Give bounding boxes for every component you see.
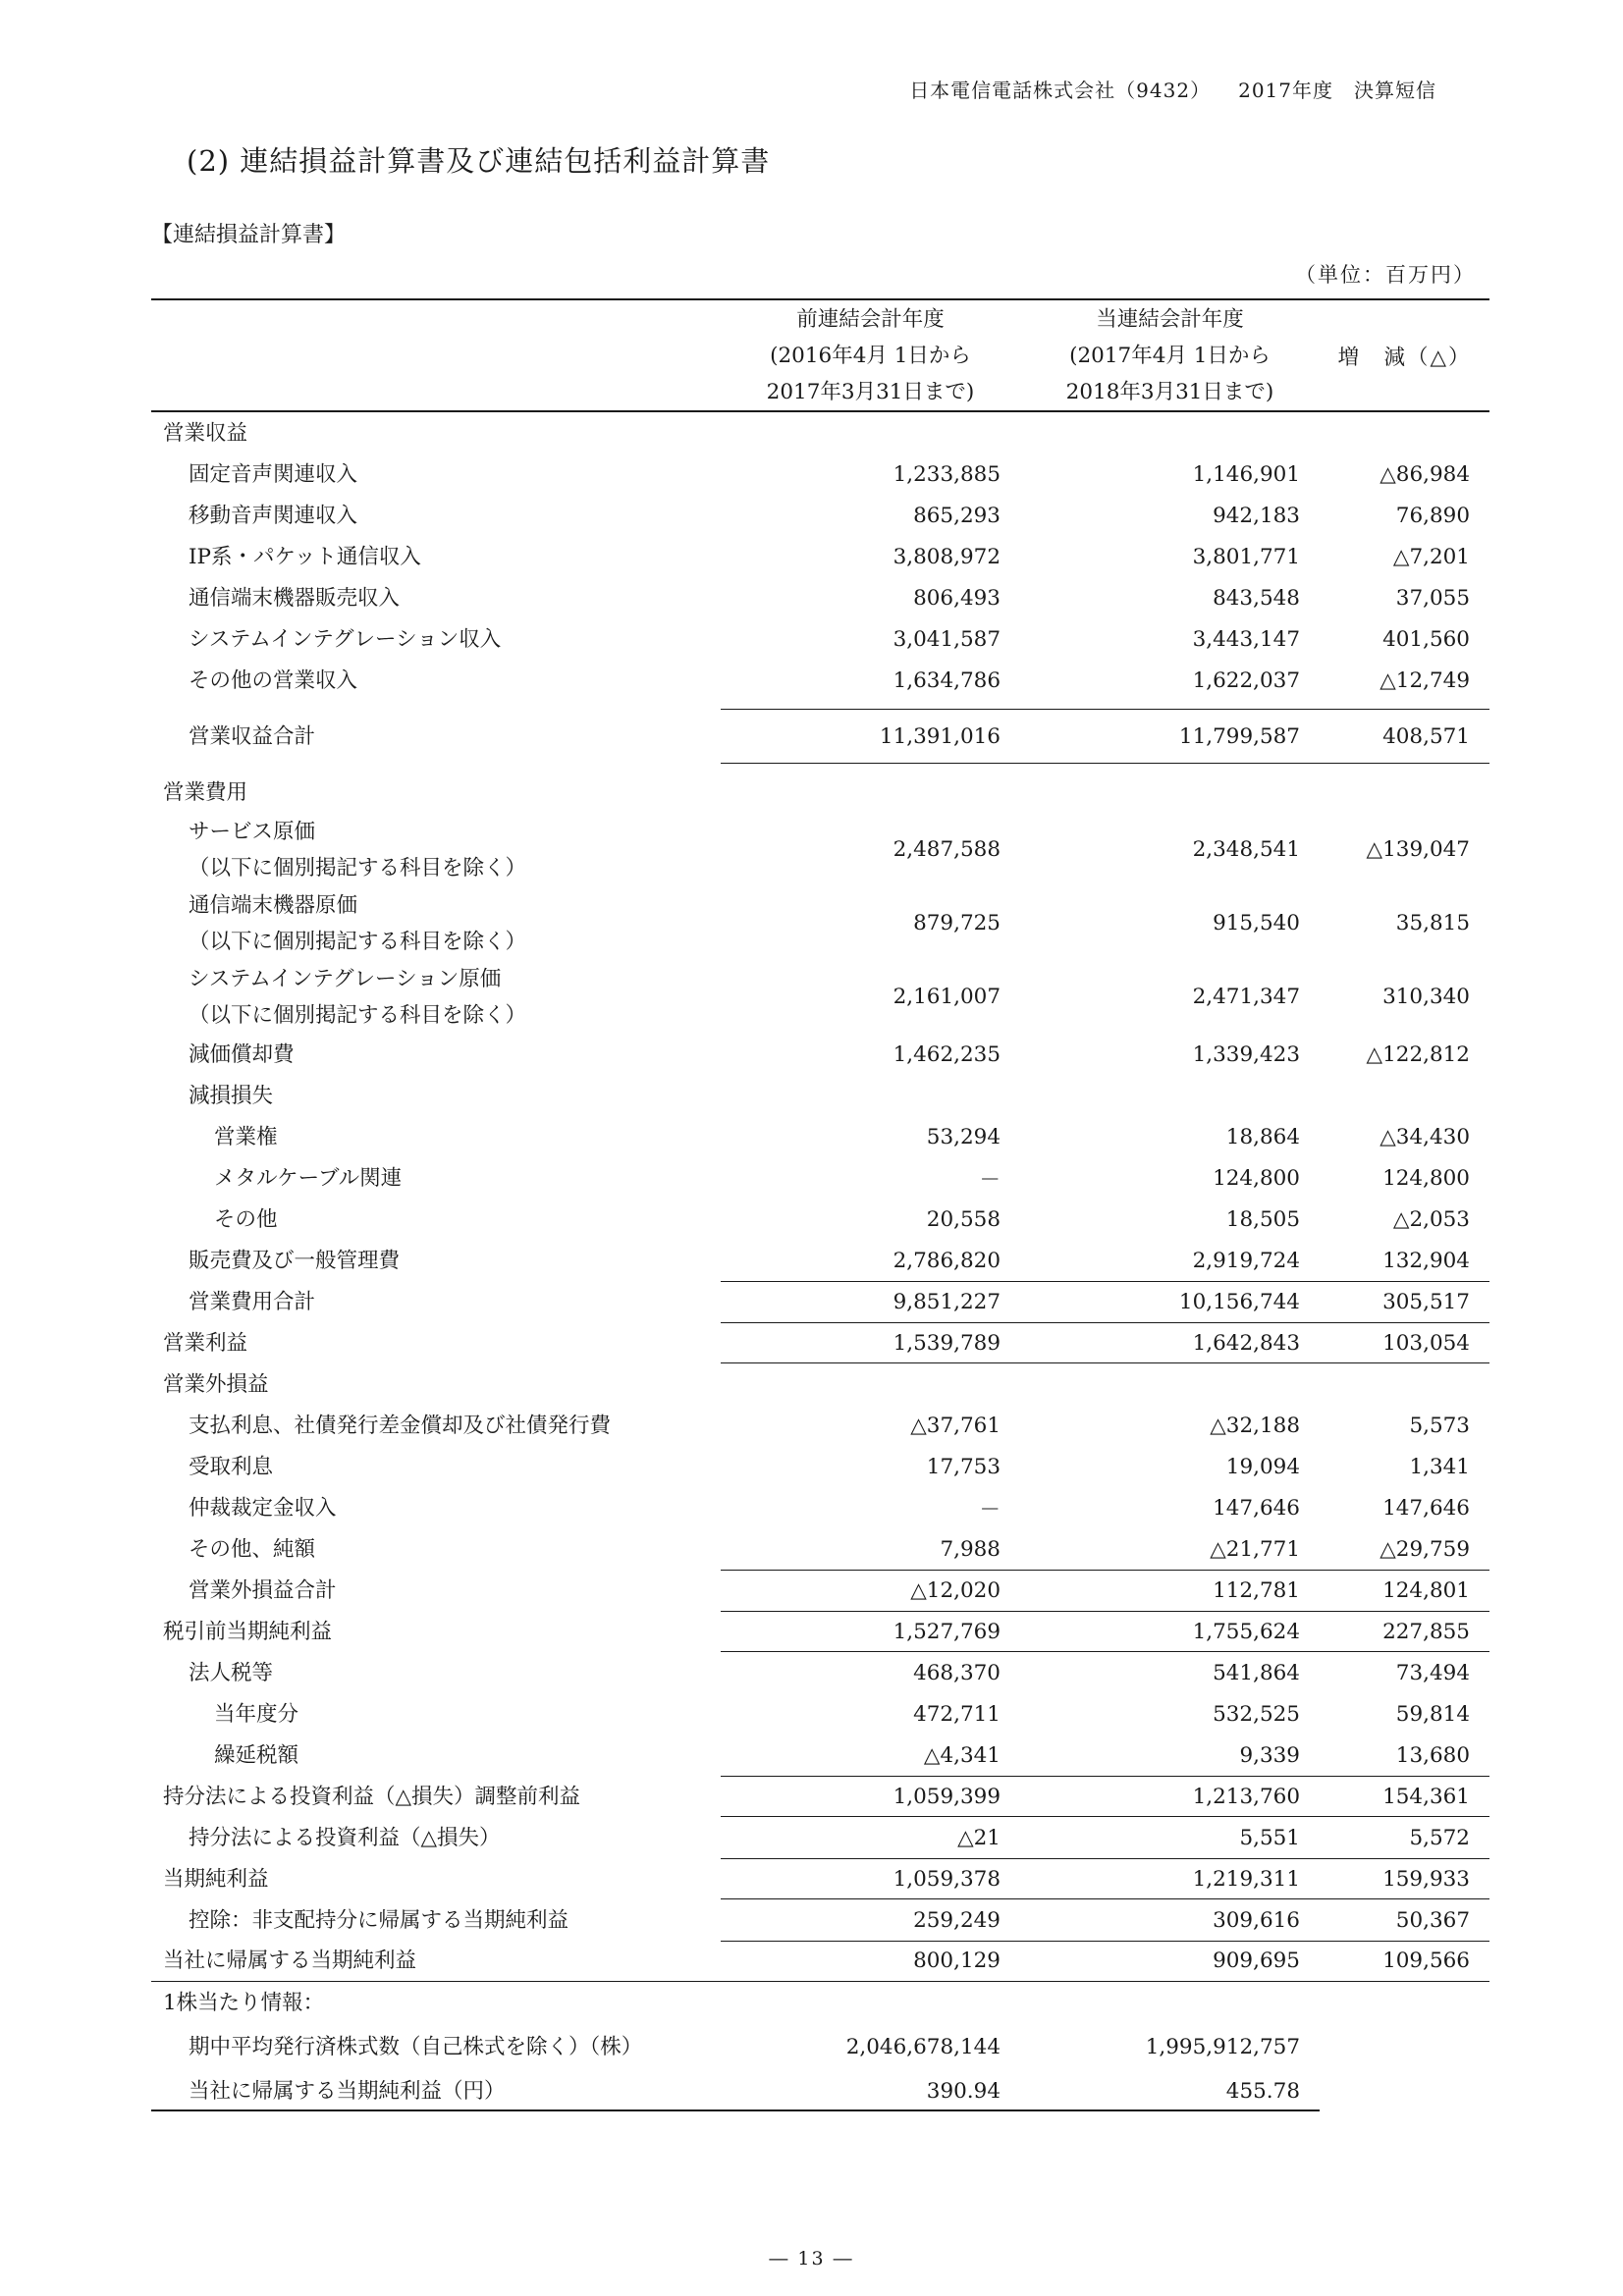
curr-value: 11,799,587 — [1178, 723, 1300, 749]
change-value: 154,361 — [1382, 1784, 1470, 1809]
table-row — [151, 1817, 1489, 1858]
table-row — [151, 1899, 1489, 1941]
row-label: その他、純額 — [189, 1536, 316, 1562]
row-label: 税引前当期純利益 — [163, 1619, 333, 1644]
curr-value: 18,864 — [1225, 1124, 1300, 1149]
prev-value: △12,020 — [910, 1577, 1001, 1603]
prev-value: 879,725 — [913, 911, 1001, 935]
curr-value: 1,755,624 — [1192, 1619, 1300, 1644]
table-row — [151, 1405, 1489, 1446]
table-row — [151, 2070, 1489, 2111]
row-label-line1: サービス原価 — [189, 819, 316, 844]
prev-value: － — [979, 1167, 1001, 1193]
curr-value: 1,146,901 — [1192, 461, 1300, 487]
row-label: その他 — [214, 1206, 278, 1232]
row-label: 持分法による投資利益（△損失） — [189, 1825, 501, 1850]
table-header — [151, 298, 1489, 412]
prev-value: 472,711 — [913, 1701, 1001, 1727]
prev-value: 3,808,972 — [893, 544, 1001, 569]
curr-period-title: 当連結会計年度 — [1096, 306, 1244, 332]
curr-value: 915,540 — [1213, 911, 1300, 935]
change-value: 109,566 — [1382, 1949, 1470, 1973]
change-value: 37,055 — [1395, 585, 1470, 611]
row-label: 営業収益合計 — [189, 723, 316, 749]
row-label-line1: システムインテグレーション原価 — [189, 966, 502, 991]
change-value: △2,053 — [1392, 1206, 1470, 1232]
row-label: 営業外損益 — [163, 1371, 269, 1397]
curr-value: 1,213,760 — [1192, 1784, 1300, 1809]
curr-value: 3,443,147 — [1192, 626, 1300, 652]
curr-value: 10,156,744 — [1178, 1289, 1300, 1314]
row-label: システムインテグレーション収入 — [189, 626, 502, 652]
header-prev-period — [721, 300, 1020, 410]
table-row — [151, 1363, 1489, 1405]
row-label: 減価償却費 — [189, 1041, 295, 1067]
header-change: 増 減（△） — [1337, 345, 1472, 370]
table-row — [151, 1652, 1489, 1693]
row-label: 控除：非支配持分に帰属する当期純利益 — [189, 1907, 569, 1933]
row-label: 通信端末機器販売収入 — [189, 585, 401, 611]
table-row — [151, 454, 1489, 495]
prev-value: 2,161,007 — [893, 985, 1001, 1009]
change-value: 305,517 — [1382, 1289, 1470, 1314]
change-value: △86,984 — [1380, 461, 1470, 487]
table-row — [151, 1446, 1489, 1487]
curr-value: 2,348,541 — [1192, 837, 1300, 862]
curr-period-to: 2018年3月31日まで) — [1065, 379, 1274, 404]
curr-value: △21,771 — [1210, 1536, 1300, 1562]
change-value: 227,855 — [1382, 1619, 1470, 1644]
row-label: 期中平均発行済株式数（自己株式を除く）（株） — [189, 2034, 643, 2059]
prev-value: 11,391,016 — [879, 723, 1001, 749]
prev-value: 1,527,769 — [893, 1619, 1001, 1644]
change-value: 59,814 — [1395, 1701, 1470, 1727]
table-row-total — [151, 1281, 1489, 1322]
table-row — [151, 2023, 1489, 2070]
prev-value: 1,462,235 — [893, 1041, 1001, 1067]
table-row-total — [151, 1941, 1489, 1982]
table-row — [151, 412, 1489, 454]
curr-value: 3,801,771 — [1192, 544, 1300, 569]
table-row — [151, 577, 1489, 618]
table-row-total — [151, 1776, 1489, 1817]
prev-value: 806,493 — [913, 585, 1001, 611]
table-row — [151, 960, 1489, 1034]
row-label: 支払利息、社債発行差金償却及び社債発行費 — [189, 1413, 612, 1438]
change-value: △122,812 — [1366, 1041, 1470, 1067]
table-row — [151, 1116, 1489, 1157]
row-label-line2: （以下に個別掲記する科目を除く） — [189, 1002, 527, 1028]
curr-value: 112,781 — [1213, 1577, 1300, 1603]
table-row-total — [151, 1858, 1489, 1899]
change-value: 147,646 — [1382, 1495, 1470, 1521]
curr-value: 309,616 — [1213, 1907, 1300, 1933]
curr-value: 2,471,347 — [1192, 985, 1300, 1009]
table-row-total — [151, 1570, 1489, 1611]
change-value: △29,759 — [1380, 1536, 1470, 1562]
curr-period-from: (2017年4月 1日から — [1069, 343, 1271, 368]
table-row — [151, 1693, 1489, 1735]
table-row — [151, 1982, 1489, 2023]
row-label: 営業権 — [214, 1124, 278, 1149]
change-value: 1,341 — [1409, 1454, 1470, 1479]
curr-value: 1,622,037 — [1192, 667, 1300, 693]
row-label: 1株当たり情報： — [163, 1990, 325, 2015]
curr-value: 942,183 — [1213, 503, 1300, 528]
prev-value: 1,059,378 — [893, 1866, 1001, 1892]
table-row — [151, 536, 1489, 577]
prev-value: 17,753 — [926, 1454, 1001, 1479]
change-value: 35,815 — [1395, 911, 1470, 935]
row-label-line2: （以下に個別掲記する科目を除く） — [189, 929, 527, 954]
table-row — [151, 813, 1489, 886]
curr-value: 455.78 — [1225, 2078, 1300, 2104]
table-row — [151, 772, 1489, 813]
row-label: 当社に帰属する当期純利益（円） — [189, 2078, 506, 2104]
unit-label: （単位：百万円） — [1295, 263, 1476, 287]
table-row — [151, 1199, 1489, 1240]
change-value: 132,904 — [1382, 1248, 1470, 1273]
table-row — [151, 1487, 1489, 1528]
change-value: 13,680 — [1395, 1742, 1470, 1768]
row-label: 繰延税額 — [214, 1742, 299, 1768]
row-label: 減損損失 — [189, 1083, 274, 1108]
prev-value: 1,539,789 — [893, 1330, 1001, 1356]
curr-value: 909,695 — [1213, 1949, 1300, 1973]
curr-value: 2,919,724 — [1192, 1248, 1300, 1273]
report-period: 2017年度 決算短信 — [1238, 79, 1436, 102]
header-curr-period — [1020, 300, 1320, 410]
curr-value: △32,188 — [1210, 1413, 1300, 1438]
table-row — [151, 1157, 1489, 1199]
prev-value: 259,249 — [913, 1907, 1001, 1933]
prev-value: △4,341 — [923, 1742, 1001, 1768]
prev-period-from: (2016年4月 1日から — [770, 343, 971, 368]
table-title: 【連結損益計算書】 — [151, 223, 347, 247]
page-number: ― 13 ― — [769, 2248, 854, 2269]
curr-value: 1,339,423 — [1192, 1041, 1300, 1067]
change-value: 103,054 — [1382, 1330, 1470, 1356]
change-value: 76,890 — [1395, 503, 1470, 528]
row-label: 販売費及び一般管理費 — [189, 1248, 401, 1273]
row-label: 当年度分 — [214, 1701, 299, 1727]
prev-value: 390.94 — [926, 2078, 1001, 2104]
table-row — [151, 886, 1489, 960]
curr-value: 147,646 — [1213, 1495, 1300, 1521]
row-label-line1: 通信端末機器原価 — [189, 892, 358, 918]
prev-value: △37,761 — [910, 1413, 1001, 1438]
change-value: 124,800 — [1382, 1165, 1470, 1191]
prev-value: 7,988 — [940, 1536, 1001, 1562]
change-value: 401,560 — [1382, 626, 1470, 652]
row-label: 固定音声関連収入 — [189, 461, 358, 487]
prev-value: 468,370 — [913, 1660, 1001, 1685]
prev-value: 800,129 — [913, 1949, 1001, 1973]
prev-value: － — [979, 1497, 1001, 1522]
row-label: 移動音声関連収入 — [189, 503, 358, 528]
curr-value: 843,548 — [1213, 585, 1300, 611]
prev-value: 9,851,227 — [893, 1289, 1001, 1314]
prev-value: 865,293 — [913, 503, 1001, 528]
curr-value: 9,339 — [1239, 1742, 1300, 1768]
company-name: 日本電信電話株式会社（9432） — [909, 79, 1212, 102]
change-value: △34,430 — [1380, 1124, 1470, 1149]
curr-value: 1,642,843 — [1192, 1330, 1300, 1356]
row-label: 営業費用合計 — [189, 1289, 316, 1314]
change-value: △7,201 — [1392, 544, 1470, 569]
curr-value: 19,094 — [1225, 1454, 1300, 1479]
prev-value: △21 — [957, 1825, 1001, 1850]
table-row-total — [151, 709, 1489, 764]
row-label: 受取利息 — [189, 1454, 274, 1479]
income-statement-table — [151, 298, 1489, 2111]
change-value: 5,572 — [1409, 1825, 1470, 1850]
row-label: 営業収益 — [163, 420, 248, 446]
row-label: 営業外損益合計 — [189, 1577, 337, 1603]
row-label: IP系・パケット通信収入 — [189, 544, 421, 569]
table-row — [151, 1735, 1489, 1776]
table-row-total — [151, 1322, 1489, 1363]
row-label: 仲裁裁定金収入 — [189, 1495, 337, 1521]
prev-period-to: 2017年3月31日まで) — [766, 379, 975, 404]
prev-value: 3,041,587 — [893, 626, 1001, 652]
change-value: 159,933 — [1382, 1866, 1470, 1892]
row-label: 法人税等 — [189, 1660, 274, 1685]
table-row-total — [151, 1611, 1489, 1652]
change-value: 310,340 — [1382, 985, 1470, 1009]
prev-value: 1,059,399 — [893, 1784, 1001, 1809]
row-label-line2: （以下に個別掲記する科目を除く） — [189, 855, 527, 881]
table-row — [151, 495, 1489, 536]
prev-value: 2,487,588 — [893, 837, 1001, 862]
change-value: △12,749 — [1380, 667, 1470, 693]
prev-value: 2,046,678,144 — [845, 2034, 1001, 2059]
prev-value: 20,558 — [926, 1206, 1001, 1232]
change-value: 73,494 — [1395, 1660, 1470, 1685]
row-label — [151, 961, 721, 1034]
row-label: その他の営業収入 — [189, 667, 358, 693]
prev-value: 1,233,885 — [893, 461, 1001, 487]
table-row — [151, 660, 1489, 701]
table-body — [151, 412, 1489, 2111]
table-row — [151, 1075, 1489, 1116]
prev-value: 53,294 — [926, 1124, 1001, 1149]
row-label: 当社に帰属する当期純利益 — [163, 1949, 417, 1973]
row-label: 営業費用 — [163, 779, 248, 805]
change-value: △139,047 — [1366, 837, 1470, 862]
table-row — [151, 1528, 1489, 1570]
curr-value: 1,219,311 — [1192, 1866, 1300, 1892]
curr-value: 5,551 — [1239, 1825, 1300, 1850]
table-row — [151, 1240, 1489, 1281]
prev-period-title: 前連結会計年度 — [796, 306, 945, 332]
row-label: 持分法による投資利益（△損失）調整前利益 — [163, 1784, 581, 1809]
curr-value: 532,525 — [1213, 1701, 1300, 1727]
section-title: (2) 連結損益計算書及び連結包括利益計算書 — [187, 144, 771, 178]
table-row — [151, 1034, 1489, 1075]
curr-value: 1,995,912,757 — [1145, 2034, 1300, 2059]
row-label: メタルケーブル関連 — [214, 1165, 403, 1191]
row-label — [151, 887, 721, 960]
curr-value: 541,864 — [1213, 1660, 1300, 1685]
curr-value: 124,800 — [1213, 1165, 1300, 1191]
prev-value: 2,786,820 — [893, 1248, 1001, 1273]
curr-value: 18,505 — [1225, 1206, 1300, 1232]
table-row — [151, 618, 1489, 660]
prev-value: 1,634,786 — [893, 667, 1001, 693]
change-value: 408,571 — [1382, 723, 1470, 749]
row-label: 当期純利益 — [163, 1866, 269, 1892]
change-value: 5,573 — [1409, 1413, 1470, 1438]
change-value: 50,367 — [1395, 1907, 1470, 1933]
header-label-column — [151, 300, 721, 410]
change-value: 124,801 — [1382, 1577, 1470, 1603]
row-label: 営業利益 — [163, 1330, 248, 1356]
page-header — [909, 75, 1436, 103]
row-label — [151, 814, 721, 886]
